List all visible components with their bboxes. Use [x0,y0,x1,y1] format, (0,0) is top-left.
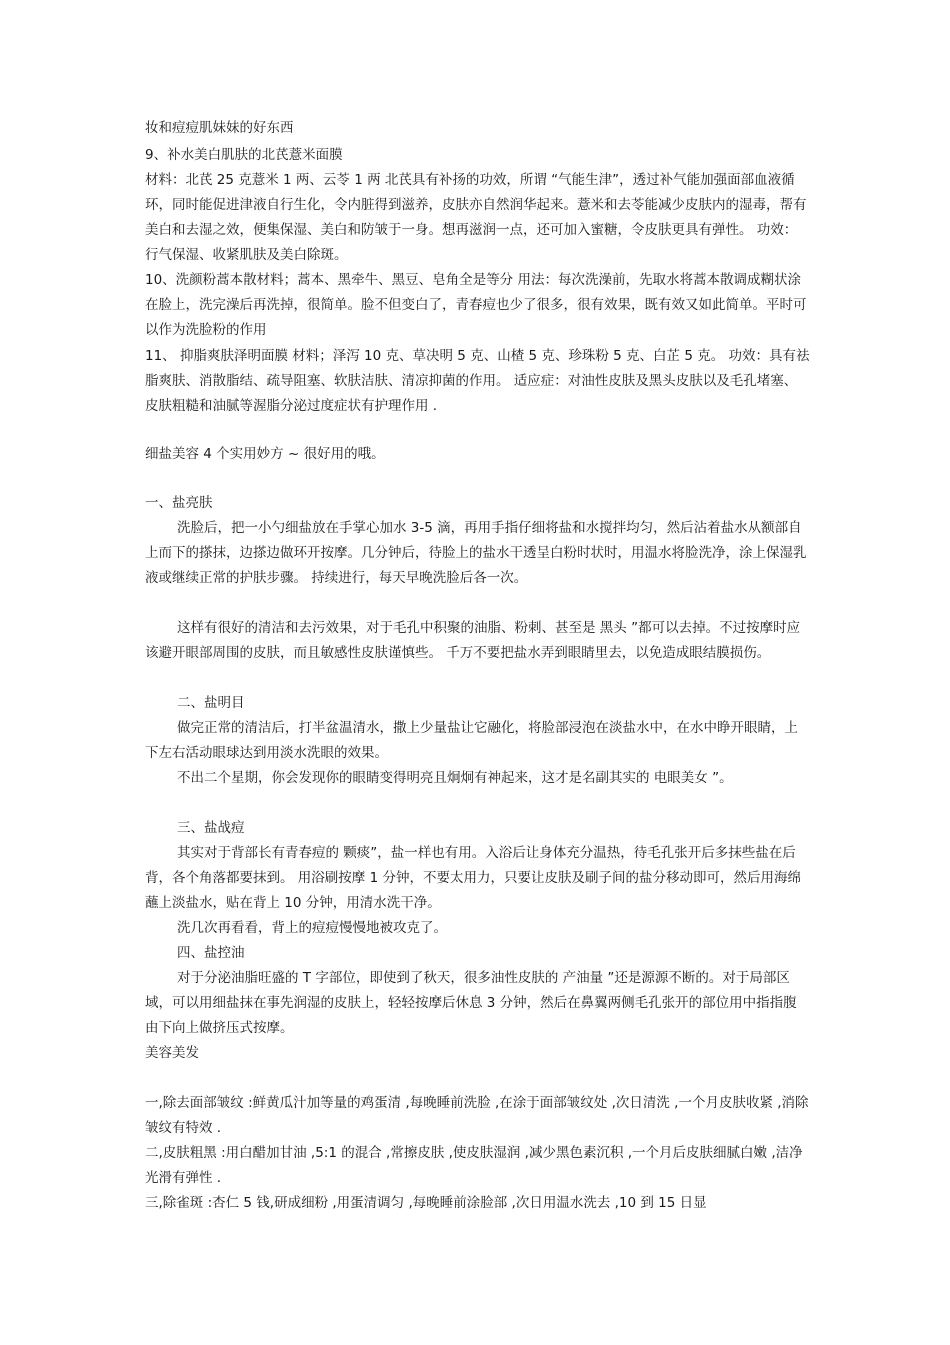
section-4-paragraph-1: 对于分泌油脂旺盛的 T 字部位，即使到了秋天，很多油性皮肤的 产油量 ”还是源源不断的。对于局部区域，可以用细盐抹在事先润湿的皮肤上，轻轻按摩后休息 3 分钟，然后在鼻翼两侧毛孔张开的部位用中指指腹由下向上做挤压式按摩。 [145,970,797,1036]
section-heading-2: 二、盐明目 [177,695,245,711]
paragraph-item-11: 11、 抑脂爽肤泽明面膜 材料；泽泻 10 克、草决明 5 克、山楂 5 克、珍珠粉 5 克、白芷 5 克。 功效：具有祛脂爽肤、消散脂结、疏导阻塞、软肤洁肤、清凉抑菌的作用。 适应症：对油性皮肤及黑头皮肤以及毛孔堵塞、皮肤粗糙和油腻等渥脂分泌过度症状有护理作用 . [145,348,810,414]
section-3-paragraph-2: 洗几次再看看，背上的痘痘慢慢地被攻克了。 [177,920,447,936]
section-heading-3: 三、盐战痘 [177,820,245,836]
paragraph-item-10: 10、洗颜粉蒿本散材料；蒿本、黑牵牛、黑豆、皂角全是等分 用法：每次洗澡前，先取水将蒿本散调成糊状涂在脸上，洗完澡后再洗掉，很简单。脸不但变白了，青春痘也少了很多，很有效果，既有效又如此简单。平时可以作为洗脸粉的作用 [145,272,807,338]
heading-item-9: 9、补水美白肌肤的北芪薏米面膜 [145,147,343,163]
beauty-tip-3: 三,除雀斑 :杏仁 5 钱,研成细粉 ,用蛋清调匀 ,每晚睡前涂脸部 ,次日用温水洗去 ,10 到 15 日显 [145,1195,707,1211]
section-heading-4: 四、盐控油 [177,945,245,961]
beauty-tip-1: 一,除去面部皱纹 :鲜黄瓜汁加等量的鸡蛋清 ,每晚睡前洗脸 ,在涂于面部皱纹处 ,次日清洗 ,一个月皮肤收紧 ,消除皱纹有特效 . [145,1095,809,1136]
section-1-paragraph-1: 洗脸后，把一小勺细盐放在手掌心加水 3-5 滴，再用手指仔细将盐和水搅拌均匀，然后沾着盐水从额部自上而下的搽抹，边搽边做环开按摩。几分钟后，待脸上的盐水干透呈白粉时状时，用温水将脸洗净，涂上保湿乳液或继续正常的护肤步骤。 持续进行，每天早晚洗脸后各一次。 [145,520,807,586]
section-2-paragraph-2: 不出二个星期，你会发现你的眼睛变得明亮且炯炯有神起来，这才是名副其实的 电眼美女 ”。 [177,770,733,786]
section-2-paragraph-1: 做完正常的清洁后，打半盆温清水，撒上少量盐让它融化，将脸部浸泡在淡盐水中，在水中睁开眼睛，上下左右活动眼球达到用淡水洗眼的效果。 [145,720,798,761]
section-heading-1: 一、盐亮肤 [145,495,213,511]
paragraph-item-9: 材料：北芪 25 克薏米 1 两、云苓 1 两 北芪具有补扬的功效，所谓 “气能生津”，透过补气能加强面部血液循环，同时能促进津液自行生化，令内脏得到滋养，皮肤亦自然润华起来。薏米和去苓能减少皮肤内的湿毒，帮有美白和去湿之效，便集保湿、美白和防皱于一身。想再滋润一点，还可加入蜜糖，令皮肤更具有弹性。 功效：行气保湿、收紧肌肤及美白除斑。 [145,172,807,263]
section-1-paragraph-2: 这样有很好的清洁和去污效果，对于毛孔中积聚的油脂、粉刺、甚至是 黑头 ”都可以去掉。不过按摩时应该避开眼部周围的皮肤，而且敏感性皮肤谨慎些。 千万不要把盐水弄到眼睛里去，以免造成眼结膜损伤。 [145,620,801,661]
beauty-hair-heading: 美容美发 [145,1045,199,1061]
section-3-paragraph-1: 其实对于背部长有青春痘的 颗痰”，盐一样也有用。入浴后让身体充分温热，待毛孔张开后多抹些盐在后背，各个角落都要抹到。 用浴刷按摩 1 分钟，不要太用力，只要让皮肤及刷子间的盐分移动即可，然后用海绵蘸上淡盐水，贴在背上 10 分钟，用清水洗干净。 [145,845,801,911]
beauty-tip-2: 二,皮肤粗黑 :用白醋加甘油 ,5:1 的混合 ,常擦皮肤 ,使皮肤湿润 ,减少黑色素沉积 ,一个月后皮肤细腻白嫩 ,洁净光滑有弹性 . [145,1145,803,1186]
salt-beauty-title: 细盐美容 4 个实用妙方 ~ 很好用的哦。 [145,446,385,462]
text-line-intro: 妆和痘痘肌妹妹的好东西 [145,120,294,136]
